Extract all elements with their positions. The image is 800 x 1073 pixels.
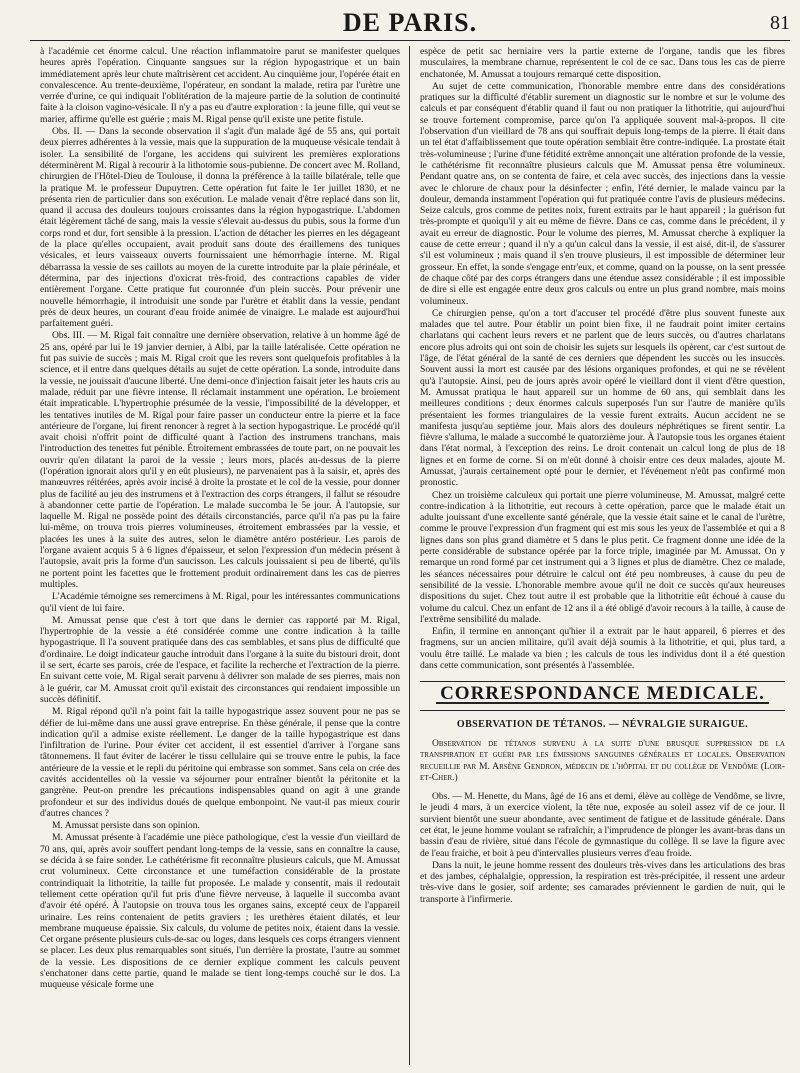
paragraph: Obs. III. — M. Rigal fait connaître une dernière observation, relative à un homme âgé de 25 ans, opéré par lui le 19 janvier dernier, à Albi, par la taille latéralisée. Cette opération ne fut pas suivie de succès ; mais M. Rigal croit que les revers sont quelquefois profitables à la science, et il entre dans quelques détails au sujet de cette opération. La sonde, introduite dans la vessie, ne jouissait d'aucune liberté. Une demi-once d'injection faisait jeter les hauts cris au malade, réduit par une fièvre intense. Il réclamait instamment une opération. Le broiement était impraticable. L'hypertrophie présumée de la vessie, l'impossibilité de la développer, et les tentatives inutiles de M. Rigal pour faire passer un conducteur entre la pierre et la face antérieure de l'organe, lui firent renoncer à regret à la section hypogastrique. Le procédé qu'il avait choisi n'offrit point de difficulté quant à l'action des instrumens tranchans, mais l'introduction des tenettes fut pénible. Étroitement embrassées de toute part, on ne pouvait les ouvrir qu'en dilatant la paroi de la vessie ; leurs mors, placés au-dessus de la pierre (l'opération ignorait alors qu'il y en eût plusieurs), ne parvenaient pas à la saisir, et, après des manœuvres réitérées, après avoir incisé à droite la prostate et le col de la vessie, pour donner plus de facilité au jeu des instrumens et à l'extraction des corps étrangers, il fallut se résoudre à abandonner cette partie de l'opération. Le malade succomba le 5e jour. À l'autopsie, sur laquelle M. Rigal ne possède point des détails circonstanciés, parce qu'il n'a pas pu la faire lui-même, on trouva trois pierres volumineuses, étroitement embrassées par la vessie, et placées les unes à la suite des autres, selon le diamètre antéro postérieur. Les parois de l'organe avaient acquis 5 à 6 lignes d'épaisseur, et selon l'expression d'un médecin présent à l'autopsie, avait pris la forme d'un saucisson. Les calculs jouissaient si peu de liberté, qu'ils ne portent point les facettes que le frottement produit ordinairement dans les cas de pierres multiples. (40, 330, 400, 590)
paragraph: M. Amussat pense que c'est à tort que dans le dernier cas rapporté par M. Rigal, l'hypertrophie de la vessie a été considérée comme une contre indication à la taille hypogastrique. Il l'a souvent pratiquée dans des cas semblables, et sans plus de difficulté que d'ordinaire. Le doigt indicateur gauche introduit dans l'organe à la suite du bistouri droit, dont il se sert, écarte ses parois, crée de l'espace, et facilite la recherche et l'extraction de la pierre. En suivant cette voie, M. Rigal serait parvenu à délivrer son malade de ses pierres, mais non à le guérir, car M. Amussat croit qu'il existait des circonstances qui rendaient impossible un succès définitif. (40, 614, 400, 705)
paragraph: Obs. II. — Dans la seconde observation il s'agit d'un malade âgé de 55 ans, qui portait deux pierres adhérentes à la vessie, mais que la suppuration de la muqueuse vésicale tendait à isoler. La sensibilité de l'organe, les accidens qui suivirent les premières explorations déterminèrent M. Rigal à recourir à la lithotomie sous-pubienne. De concert avec M. Rolland, chirurgien de l'Hôtel-Dieu de Toulouse, il donna la préférence à la taille bilatérale, telle que la pratique M. le professeur Dupuytren. Cette opération fut faite le 1er juillet 1830, et ne présenta rien de particulier dans son exécution. Le malade venait d'être replacé dans son lit, quand il accusa des douleurs toujours croissantes dans la région hypogastrique. L'abdomen était légèrement tâché de sang, mais la vessie s'élevait au-dessus du pubis, sous la forme d'un corps rond et dur, fort sensible à la pression. L'action de détacher les pierres en les dégageant de la place qu'elles occupaient, avait produit sans doute des éraillemens des tuniques vésicales, et leurs vaisseaux ouverts fournissaient une hémorrhagie interne. M. Rigal débarrassa la vessie de ses caillots au moyen de la curette introduite par la plaie périnéale, et détermina, par des injections d'oxicrat très-froid, des contractions capables de vider entièrement l'organe. Cette pratique fut couronnée d'un plein succès. Pour prévenir une nouvelle hémorrhagie, il introduisit une sonde par l'urètre et établit dans la vessie, pendant près de deux heures, un courant d'eau froide animée de vinaigre. Le malade est aujourd'hui parfaitement guéri. (40, 126, 400, 330)
right-column (420, 46, 785, 1067)
article-title: Observation de tétanos survenu à la suite d'une brusque suppression de la transpiration et guéri par les émissions sanguines générales et locales. Observation recueillie par M. Arsène Gendron, médecin de l'hôpital et du collège de Vendôme (Loir-et-Cher.) (420, 737, 785, 783)
running-head (30, 6, 790, 41)
section-subtitle: OBSERVATION DE TÉTANOS. — NÉVRALGIE SURAIGUE. (456, 718, 749, 730)
paragraph: M. Amussat persiste dans son opinion. (52, 820, 200, 832)
left-column (40, 46, 400, 1067)
paragraph: M. Amussat présente à l'académie une pièce pathologique, c'est la vessie d'un vieillard de 70 ans, qui, après avoir souffert pendant long-temps de la vessie, sans en connaître la cause, se décida à se faire sonder. Le cathétérisme fit reconnaître plusieurs calculs, que M. Amussat crut volumineux. Cette circonstance et une tuméfaction considérable de la prostate contrindiquait la lithotritie, la taille fut proposée. Le malade y consentit, mais il redoutait tellement cette opération qu'il fut pris d'une fièvre nerveuse, à laquelle il succomba avant d'avoir été opéré. À l'autopsie on trouva tous les organes sains, excepté ceux de l'appareil urinaire. Les reins contenaient de petits graviers ; les urethères étaient dilatés, et leur membrane muqueuse épaissie. Six calculs, du volume de petites noix, étaient dans la vessie. Cet organe présente plusieurs culs-de-sac ou loges, dans lesquels ces corps étrangers viennent se placer. Les deux plus remarquables sont situés, l'un derrière la prostate, l'autre au sommet de la vessie. Les dispositions de ce dernier explique comment les calculs peuvent s'enchatoner dans cette partie, quand le malade se tient long-temps couché sur le dos. La muqueuse vésicale forme une (40, 832, 400, 991)
section-title: CORRESPONDANCE MEDICALE. (436, 688, 769, 703)
paragraph: Au sujet de cette communication, l'honorable membre entre dans des considérations pratiques sur la difficulté d'établir surement un diagnostic sur le nombre et sur le volume des calculs et par conséquent d'établir quand il faut ou non pratiquer la lithotritie, qui aujourd'hui se trouve fortement compromise, parce qu'on l'a appliquée souvent mal-à-propos. Il cite l'observation d'un vieillard de 78 ans qui souffrait depuis long-temps de la pierre. Il était dans un tel état d'affaiblissement que toute opération semblait être contre-indiquée. La prostate était très-volumineuse ; l'urine d'une fétidité extrême annonçait une altération profonde de la vessie, le cathétérisme fit reconnaître plusieurs calculs que M. Amussat pensa être volumineux. Pendant quatre ans, on se contenta de faire, et cela avec succès, des injections dans la vessie avec le chlorure de chaux pour la désinfecter ; enfin, l'été dernier, le malade vaincu par la douleur, demanda instamment l'opération qui fut pratiquée contre l'avis de plusieurs médecins. Seize calculs, gros comme de petites noix, furent extraits par le haut appareil ; la guérison fut très-prompte et quoiqu'il y ait eu même de fièvre. Dans ce cas, comme dans le précédent, il y avait eu erreur de diagnostic. Pour le volume des pierres, M. Amussat cherche à expliquer la cause de cette erreur ; quand il n'y a qu'un calcul dans la vessie, il est aisé, dit-il, de s'assurer s'il est volumineux ; mais quand il s'en trouve plusieurs, il est impossible de déterminer leur grosseur. En effet, la sonde s'engage entr'eux, et comme, quand on la pousse, on la sent pressée de chaque côté par des corps étrangers dans une étendue assez considérable ; il est impossible de dire si elle est engagée entre deux gros calculs ou entre un plus grand nombre, mais moins volumineux. (420, 80, 785, 307)
paragraph: Obs. — M. Henette, du Mans, âgé de 16 ans et demi, élève au collège de Vendôme, se livre, le jeudi 4 mars, à un exercice violent, la tête nue, exposée au soleil assez vif de ce jour. Il survient bientôt une sueur abondante, avec sentiment de fatigue et de lassitude générale. Dans cet état, le jeune homme voulant se rafraîchir, a l'imprudence de plonger les avant-bras dans un bassin d'eau de rivière, situé dans l'école de gymnastique du collège. Il se lave la figure avec de l'eau fraiche, et boit à peu d'intervalles plusieurs verres d'eau froide. (420, 791, 785, 859)
page-header-title: DE PARIS. (342, 8, 478, 37)
paragraph: L'Académie témoigne ses remercimens à M. Rigal, pour les intéressantes communications qu'il vient de lui faire. (40, 591, 400, 614)
page-number: 81 (770, 12, 790, 34)
paragraph: Enfin, il termine en annonçant qu'hier il a extrait par le haut appareil, 6 pierres et des fragmens, sur un ancien militaire, qu'il avait déjà soumis à la lithotritie, et qui, plus tard, a voulu être taillé. Le malade va bien ; les calculs de tous les individus dont il a été question dans cette communication, sont présentés à l'assemblée. (420, 626, 785, 672)
paragraph: à l'académie cet énorme calcul. Une réaction inflammatoire parut se manifester quelques heures après l'opération. Cinquante sangsues sur la région hypogastrique et un bain immédiatement après leur chute maîtrisèrent cet accident. Au cinquième jour, l'opérée était en convalescence. Au trente-deuxième, l'opérateur, en sondant la malade, retira par l'urètre une verrée d'urine, ce qui indiquait l'oblitération de la majeure partie de la solution de continuité faite à la cloison vagino-vésicale. Il n'y a pas eu d'autre exploration : la jeune fille, qui veut se marier, affirme qu'elle est guérie ; mais M. Rigal pense qu'il existe une petite fistule. (40, 46, 400, 125)
paragraph: Dans la nuit, le jeune homme ressent des douleurs très-vives dans les articulations des bras et des jambes, céphalalgie, oppression, la respiration est très-précipitée, il ressent une ardeur très-vive dans le gosier, soif ardente; ses camarades préviennent le gardien de nuit, qui le transporte à l'infirmerie. (420, 859, 785, 905)
paragraph: espèce de petit sac herniaire vers la partie externe de l'organe, tandis que les fibres musculaires, la membrane charnue, représentent le col de ce sac. Dans tous les cas de pierre enchatonée, M. Amussat a toujours remarqué cette disposition. (420, 46, 785, 80)
paragraph: M. Rigal répond qu'il n'a point fait la taille hypogastrique assez souvent pour ne pas se défier de lui-même dans une aussi grave entreprise. En thèse générale, il pense que la contre indication qu'il a admise existe réellement. Le danger de la taille hypogastrique est dans l'infiltration de l'urine. Pour éviter cet accident, il est essentiel d'arriver à l'organe sans tâtonnemens. Il faut éviter de lacérer le tissu cellulaire qui se trouve entre le pubis, la face antérieure de la vessie et le repli du péritoine qui embrasse son sommet. Sans cela on crée des cavités accidentelles où la vessie va séjourner pour entraîner bientôt la péritonite et la gangrène. Peut-on prendre les précautions indispensables quand on agit à une grande profondeur et sur des individus doués de quelque embonpoint. Ne vaut-il pas mieux courir d'autres chances ? (40, 706, 400, 819)
section-header (420, 681, 785, 710)
paragraph: Ce chirurgien pense, qu'on a tort d'accuser tel procédé d'être plus souvent funeste aux malades que tel autre. Pour établir un point bien fixe, il ne faudrait point imiter certains charlatans qui cachent leurs revers et ne parlent que de leurs succès, ou d'autres charlatans encore plus adroits qui ont soin de choisir les sujets sur lesquels ils opèrent, car c'est surtout de l'âge, de l'état général de la santé de ces derniers que dépendent les succès ou les insuccès. Souvent aussi la mort est causée par des lésions organiques profondes, et qui ne se révèlent qu'à l'autopsie. Ainsi, peu de jours après avoir opéré le vieillard dont il vient d'être question, M. Amussat pratiqua le haut appareil sur un homme de 60 ans, qui semblait dans les meilleures conditions ; deux énormes calculs superposés l'un sur l'autre de manière qu'ils présentaient les formes triangulaires de la vessie furent extraits. Aucun accident ne se manifesta jusqu'au septième jour. Mais alors des douleurs néphrétiques se firent sentir. La fièvre s'alluma, le malade a succombé le quatorzième jour. À l'autopsie tous les organes étaient dans l'état normal, à l'exception des reins. Le droit contenait un calcul long de plus de 18 lignes et en forme de corne. Si on m'eût donné à choisir entre ces deux malades, ajoute M. Amussat, j'aurais certainement opté pour le dernier, et l'événement n'eût pas confirmé mon pronostic. (420, 307, 785, 489)
paragraph: Chez un troisième calculeux qui portait une pierre volumineuse, M. Amussat, malgré cette contre-indication à la lithotritie, eut recours à cette opération, parce que le malade était un adulte jouissant d'une excellente santé générale, que la vessie était saine et le canal de l'urètre, comme le prouve l'expression d'un fragment qui est mis sous les yeux de l'assemblée et qui a 8 lignes dans son plus grand diamètre et 5 dans le plus petit. Ce fragment donne une idée de la perte considérable de substance opérée par la force triple, imaginée par M. Amussat. On y remarque un rond formé par cet instrument qui a 3 lignes et plus de diamètre. Chez ce malade, les séances nécessaires pour détruire le calcul ont été peu nombreuses, à cause du peu de sensibilité de la vessie. L'honorable membre avoue qu'il ne doit ce succès qu'aux heureuses dispositions du sujet. Chez tout autre il est probable que la lithotritie eût échoué à cause du volume du calcul. Chez un enfant de 12 ans il a été obligé d'avoir recours à la taille, à cause de l'extrême sensibilité du malade. (420, 489, 785, 625)
column-divider (409, 46, 410, 1065)
